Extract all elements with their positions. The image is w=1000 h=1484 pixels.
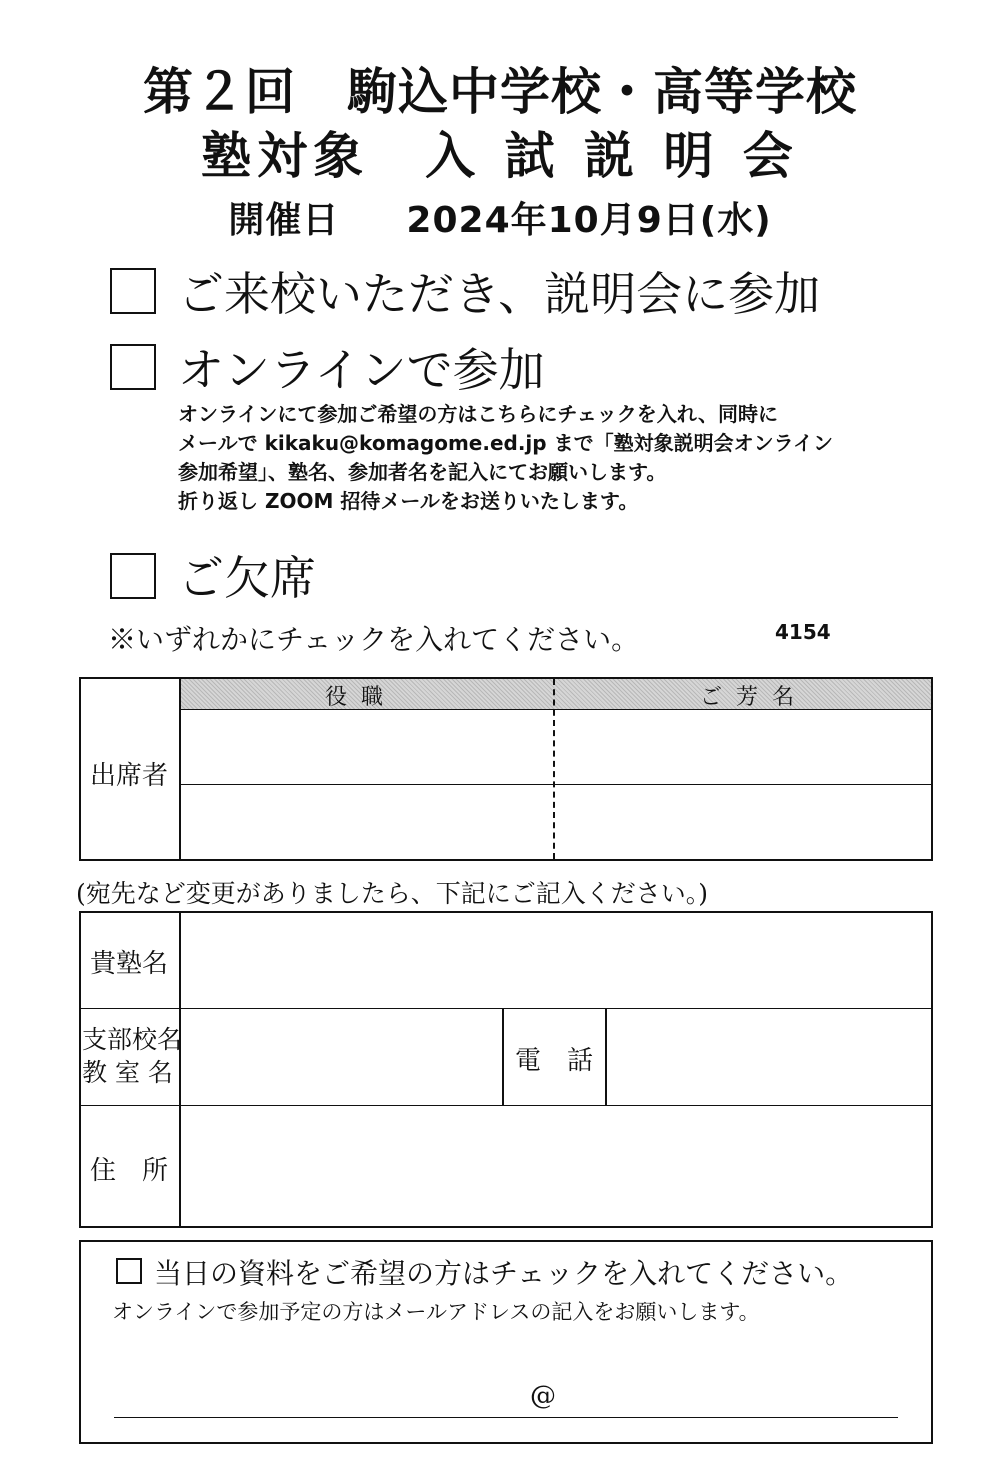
- col-position-header: 役職: [325, 685, 398, 710]
- form-code: 4154: [775, 620, 831, 644]
- attendee-table-header: [180, 679, 931, 710]
- event-date: [0, 192, 1000, 243]
- phone-label: 電 話: [515, 1046, 594, 1076]
- email-field[interactable]: [114, 1370, 898, 1416]
- absent-checkbox[interactable]: [110, 553, 156, 599]
- attendee-2-name-field[interactable]: [557, 787, 929, 859]
- attendee-label: 出席者: [90, 761, 169, 791]
- divider: [179, 677, 181, 861]
- absent-option-label: ご欠席: [178, 551, 316, 605]
- online-note-line: 折り返し ZOOM 招待メールをお送りいたします。: [178, 489, 639, 513]
- row-divider: [80, 1008, 932, 1009]
- address-label: 住 所: [90, 1156, 169, 1186]
- school-name-field[interactable]: [183, 914, 929, 1006]
- online-note-line: 参加希望」、塾名、参加者名を記入にてお願いします。: [178, 460, 667, 484]
- phone-field[interactable]: [609, 1011, 929, 1103]
- address-field[interactable]: [183, 1108, 929, 1226]
- col-name-header: ご芳名: [700, 685, 809, 710]
- divider: [502, 1008, 504, 1106]
- branch-label-line: 支部校名: [82, 1025, 183, 1054]
- row-divider: [80, 1105, 932, 1106]
- attendee-1-position-field[interactable]: [182, 711, 551, 783]
- branch-label-line: 教 室 名: [82, 1058, 173, 1087]
- online-note-line: メールで kikaku@komagome.ed.jp まで「塾対象説明会オンライン: [178, 431, 833, 455]
- attend-checkbox[interactable]: [110, 268, 156, 314]
- row-divider: [180, 784, 932, 785]
- date-label: 開催日: [228, 200, 340, 241]
- attend-option-label: ご来校いただき、説明会に参加: [178, 267, 821, 321]
- instruction-text: ※いずれかにチェックを入れてください。: [108, 623, 640, 656]
- branch-name-field[interactable]: [183, 1011, 500, 1103]
- materials-request-text: 当日の資料をご希望の方はチェックを入れてください。: [154, 1257, 854, 1290]
- school-name-label: 貴塾名: [90, 949, 169, 979]
- attendee-2-position-field[interactable]: [182, 787, 551, 859]
- materials-checkbox[interactable]: [116, 1258, 142, 1284]
- dashed-divider: [553, 679, 555, 859]
- email-note: オンラインで参加予定の方はメールアドレスの記入をお願いします。: [112, 1300, 760, 1324]
- change-note: (宛先など変更がありましたら、下記にご記入ください。): [76, 879, 709, 908]
- online-note-line: オンラインにて参加ご希望の方はこちらにチェックを入れ、同時に: [178, 402, 778, 426]
- at-sign: @: [530, 1381, 556, 1411]
- online-option-label: オンラインで参加: [178, 343, 545, 397]
- title-line-2: 塾対象 入 試 説 明 会: [201, 127, 799, 185]
- branch-label: [82, 1023, 182, 1089]
- email-underline: [114, 1417, 898, 1418]
- online-checkbox[interactable]: [110, 344, 156, 390]
- attendee-1-name-field[interactable]: [557, 711, 929, 783]
- divider: [605, 1008, 607, 1106]
- date-value: 2024年10月9日(水): [406, 200, 772, 241]
- online-note: [178, 400, 833, 516]
- title-line-1: 第２回 駒込中学校・高等学校: [143, 63, 857, 121]
